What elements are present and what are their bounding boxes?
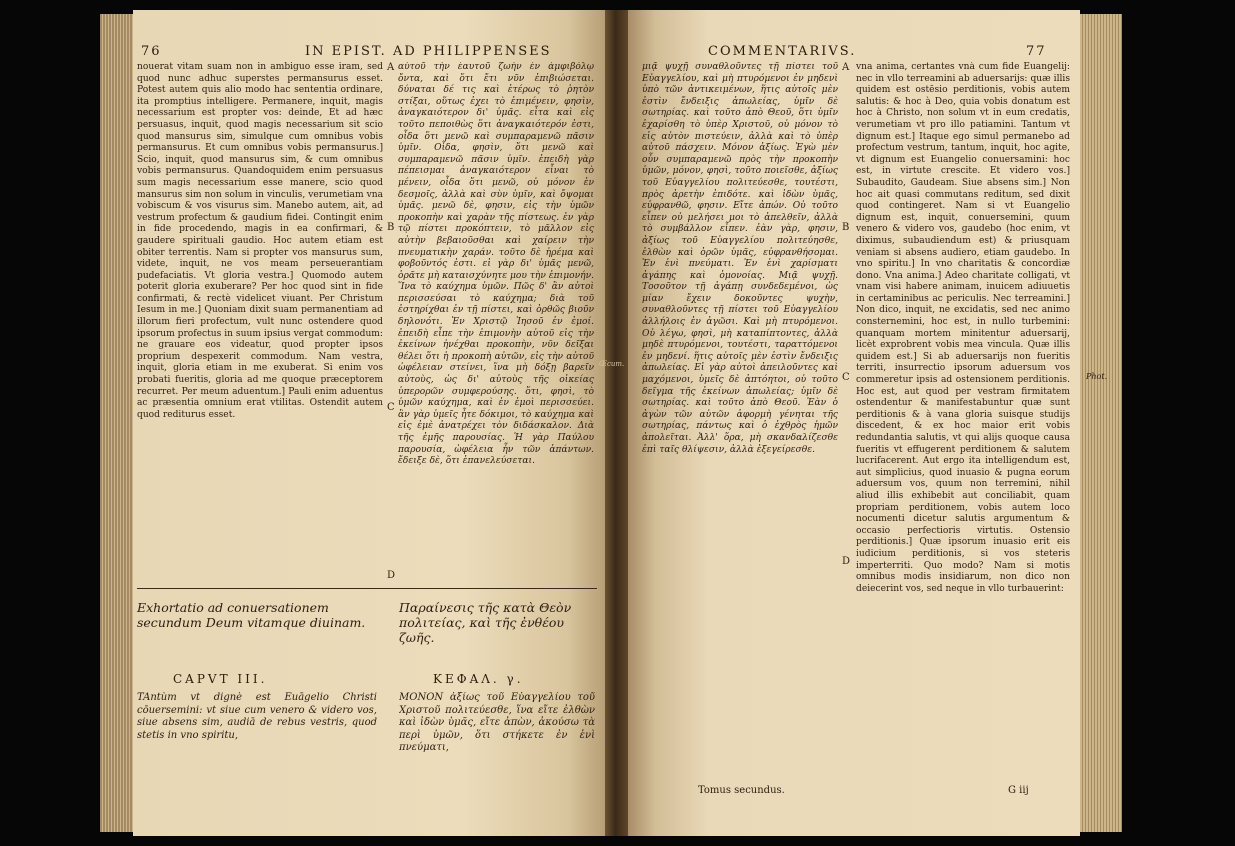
section-title-greek: Παραίνεσις τῆς κατὰ Θεὸν πολιτείας, καὶ τῆς ἐνθέου ζωῆς. xyxy=(399,600,572,645)
left-running-head: IN EPIST. AD PHILIPPENSES xyxy=(305,44,552,59)
catchword: Tomus secundus. xyxy=(698,785,785,796)
caput-greek: ΚΕΦΑΛ. γ. xyxy=(433,672,524,686)
right-page-number: 77 xyxy=(1026,44,1047,59)
right-page-edges xyxy=(1080,14,1122,832)
margin-note-phot: Phot. xyxy=(1086,372,1108,381)
caput-latin: CAPVT III. xyxy=(173,672,268,686)
margin-mark-d: D xyxy=(387,570,396,581)
right-greek-column: μιᾷ ψυχῇ συναθλοῦντες τῇ πίστει τοῦ Εὐαγγελίου, καὶ μὴ πτυρόμενοι ἐν μηδενὶ ὑπὸ τῶν ἀντικειμένων, ἥτις αὐτοῖς μὲν ἐστὶν ἔνδειξις ἀπωλείας, ὑμῖν δὲ σωτηρίας. καὶ τοῦτο ἀπὸ Θεοῦ, ὅτι ὑμῖν ἐχαρίσθη τὸ ὑπὲρ Χριστοῦ, οὐ μόνον τὸ εἰς αὐτὸν πιστεύειν, ἀλλὰ καὶ τὸ ὑπὲρ αὐτοῦ πάσχειν. Μόνον ἀξίως. Ἐγὼ μὲν οὖν συμπαραμενῶ πρὸς τὴν προκοπὴν ὑμῶν, μόνον, φησὶ, τοῦτο ποιεῖσθε, ἀξίως τοῦ Εὐαγγελίου πολιτεύεσθε, τουτέστι, πρὸς ἀρετὴν ἐπιδότε. καὶ ἰδὼν ὑμᾶς, εὐφρανθῶ, φησιν. Εἴτε ἀπών. Οὐ τοῦτο εἶπεν οὐ μελήσει μοι τὸ ἀπελθεῖν, ἀλλὰ τὸ συμβάλλον εἶπεν. ἐὰν γὰρ, φησιν, ἀξίως τοῦ Εὐαγγελίου πολιτεύησθε, ἐλθὼν καὶ ὁρῶν ὑμᾶς, εὐφρανθήσομαι. Ἐν ἑνὶ πνεύματι. Ἐν ἑνὶ χαρίσματι ἀγάπης καὶ ὁμονοίας. Μιᾷ ψυχῇ. Τοσοῦτον τῇ ἀγάπῃ συνδεδεμένοι, ὡς μίαν ἔχειν δοκοῦντες ψυχὴν, συναθλοῦντες τῇ πίστει τοῦ Εὐαγγελίου ἀλλήλοις ἐν ἀγῶσι. Καὶ μὴ πτυρόμενοι. Οὐ λέγω, φησὶ, μὴ καταπίπτοντες, ἀλλὰ μηδὲ πτυρόμενοι, τουτέστι, ταραττόμενοι ἐν μηδενί. ἥτις αὐτοῖς μὲν ἐστὶν ἔνδειξις ἀπωλείας. Εἰ γὰρ αὐτοὶ ἀπειλοῦντες καὶ μαχόμενοι, ὑμεῖς δὲ ἀπτόητοι, οὐ τοῦτο δεῖγμα τῆς ἐκείνων ἀπωλείας; ὑμῖν δὲ σωτηρίας. καὶ τοῦτο ἀπὸ Θεοῦ. Ἐὰν ὁ ἀγὼν τῶν αὐτῶν ἀφορμὴ γένηται τῆς σωτηρίας, πάντως καὶ ὁ ἐχθρὸς ἡμῶν ἀπολεῖται. Ἀλλ' ὅρα, μὴ σκανδαλίζεσθε ἐπὶ ταῖς θλίψεσιν, ἀλλὰ ἐξεγείρεσθε. xyxy=(642,62,838,455)
right-margin-mark-b: B xyxy=(842,222,850,233)
right-running-head: COMMENTARIVS. xyxy=(708,44,857,59)
right-margin-mark-d: D xyxy=(842,556,851,567)
section-rule xyxy=(137,588,597,589)
left-page xyxy=(133,10,605,836)
margin-mark-b: B xyxy=(387,222,395,233)
caput-greek-text: ΜΟΝΟΝ ἀξίως τοῦ Εὐαγγελίου τοῦ Χριστοῦ πολιτεύεσθε, ἵνα εἴτε ἐλθὼν καὶ ἰδὼν ὑμᾶς, εἴτε ἀπὼν, ἀκούσω τὰ περὶ ὑμῶν, ὅτι στήκετε ἐν ἑνὶ πνεύματι, xyxy=(399,692,595,753)
margin-mark-c: C xyxy=(387,402,395,413)
right-latin-column: vna anima, certantes vnà cum fide Euangelij: nec in vllo terreamini ab aduersarijs: quæ illis quidem est ostēsio perditionis, vobis autem salutis: & hoc à Deo, quia vobis donatum est hoc à Christo, non solum vt in eum credatis, verumetiam vt pro illo patiamini. Tantum vt dignum est.] Itaque ego simul permanebo ad profectum vestrum, tantum, inquit, hoc agite, vt dignum est Euangelio conuersamini: hoc est, in virtute crescite. Et videro vos.] Subaudito, Gaudeam. Siue absens sim.] Non hoc ait quasi commutans reditum, sed dixit quod contingeret. Nam si vt Euangelio dignum est, inquit, conuersemini, quum venero & videro vos, gaudebo (hoc enim, vt diximus, subaudiendum est) & priusquam veniam si absens audiero, etiam gaudebo. In vno spiritu.] In vno charitatis & concordiæ dono. Vna anima.] Adeo charitate colligati, vt vnam visi habere animam, inuicem adiuuetis in certaminibus ac periculis. Nec terreamini.] Non dico, inquit, ne excidatis, sed nec animo consternemini, hoc est, in nullo turbemini: quanquam mortem minitentur aduersarij, licèt exprobrent vobis mea vincula. Quæ illis quidem est.] Si ab aduersarijs non fueritis territi, insurrectio ipsorum aduersum vos commeretur ipsis ad ostensionem perditionis. Hoc est, aut quod per vestram firmitatem ostendentur & manifestabuntur quæ sunt perditionis & à vana gloria suisque studijs discedent, & ex hoc maior erit vobis redundantia salutis, vt qui alijs quoque causa fueritis vt effugerent perditionem & salutem lucrifacerent. Aut ergo ita intelligendum est, aut simplicius, quod inuasio & pugna eorum aduersum vos, quum non terremini, nihil aliud illis exhibebit aut conciliabit, quam propriam perditionem, vobis autem loco nocumenti dicetur salutis argumentum & occasio perfectioris virtutis. Ostensio perditionis.] Quæ ipsorum inuasio erit eis iudicium perditionis, si vos steteris imperterriti. Quo modo? Nam si motis omnibus modis insidiarum, non dico non deiecerint vos, sed neque in vllo turbauerint: xyxy=(856,62,1070,594)
right-margin-mark-c: C xyxy=(842,372,850,383)
left-page-number: 76 xyxy=(141,44,162,59)
gutter-note: Œcum. xyxy=(599,360,625,368)
margin-mark-a: A xyxy=(387,62,395,73)
left-greek-column: αὐτοῦ τὴν ἑαυτοῦ ζωὴν ἐν ἀμφιβόλῳ ὄντα, καὶ ὅτι ἔτι νῦν ἐπιβιώσεται. δύναται δέ τις καὶ ἑτέρως τὸ ῥητὸν στίξαι, οὕτως ἐχει τὸ ἐπιμένειν, φησὶν, ἀναγκαιότερον δι' ὑμᾶς. εἶτα καὶ εἰς τοῦτο πεποιθὼς ὅτι ἀναγκαιότερόν ἐστι, οἶδα ὅτι μενῶ καὶ συμπαραμενῶ πᾶσιν ὑμῖν. Οἶδα, φησὶν, ὅτι μενῶ καὶ συμπαραμενῶ πᾶσιν ὑμῖν. ἐπειδὴ γὰρ πέπεισμαι ἀναγκαιότερον εἶναι τὸ μένειν, οἶδα ὅτι μενῶ, οὐ μόνον ἐν δεσμοῖς, ἀλλὰ καὶ σὺν ὑμῖν, καὶ ὄψομαι ὑμᾶς. μενῶ δὲ, φησιν, εἰς τὴν ὑμῶν προκοπὴν καὶ χαρὰν τῆς πίστεως. ἐν γὰρ τῷ πίστει προκόπτειν, τὸ μᾶλλον εἰς αὐτὴν βεβαιοῦσθαι καὶ χαίρειν τὴν πνευματικὴν χαράν. τοῦτο δὲ ἠρέμα καὶ φοβοῦντός ἐστι. εἰ γὰρ δι' ὑμᾶς μενῶ, ὁρᾶτε μὴ καταισχύνητε μου τὴν ἐπιμονήν. Ἵνα τὸ καύχημα ὑμῶν. Πῶς δ' ἂν αὐτοὶ περισσεύσαι τὸ καύχημα; διὰ τοῦ ἐστηρίχθαι ἐν τῇ πίστει, καὶ ὀρθῶς βιοῦν δηλονότι. Ἐν Χριστῷ Ἰησοῦ ἐν ἐμοί. ἐπειδὴ εἶπε τὴν ἐπιμονὴν αὐτοῦ εἰς τὴν ἐκείνων ἠνέχθαι προκοπὴν, νῦν δεῖξαι θέλει ὅτι ἡ προκοπὴ αὐτῶν, εἰς τὴν αὐτοῦ ὠφέλειαν στείνει, ἵνα μὴ δόξῃ βαρεῖν αὐτοὺς, ὡς δι' αὐτοὺς τῆς οἰκείας ὑπερορῶν συμφερούσης. ὅτι, φησὶ, τὸ ὑμῶν καύχημα, καὶ ἐν ἐμοὶ περισσεύει. ἂν γὰρ ὑμεῖς ἦτε δόκιμοι, τὸ καύχημα καὶ εἰς ἐμὲ ἀνατρέχει τὸν διδάσκαλον. Διὰ τῆς ἐμῆς παρουσίας. Ἡ γὰρ Παύλου παρουσία, ὠφέλεια ἦν τῶν ἁπάντων. ἔδειξε δὲ, ὅτι ἐπανελεύσεται. xyxy=(398,62,594,467)
left-latin-column: nouerat vitam suam non in ambiguo esse iram, sed quod nunc adhuc superstes permansurus esset. Potest autem quis alio modo hac sententia ordinare, ita promptius intelligere. Permanere, inquit, magis necessarium est propter vos: deinde, Et ad hæc persuasus, inquit, quod magis necessarium sit scio quod mansurus sim, simulque cum omnibus vobis permansurus. Et cum omnibus vobis permansurus.] Scio, inquit, quod mansurus sim, & cum omnibus vobis permansurus. Quandoquidem enim persuasus sum magis necessarium esse manere, scio quod mansurus sim non solum in vinculis, verumetiam vna vobiscum & vos visurus sim. Manebo autem, ait, ad vestrum profectum & gaudium fidei. Contingit enim in fide procedendo, magis in ea confirmari, & gaudere spirituali gaudio. Hoc autem etiam est obiter terrentis. Nam si propter vos mansurus sum, videte, inquit, ne vos meam perseuerantiam pudefaciatis. Vt gloria vestra.] Quomodo autem poterit gloria exuberare? Per hoc quod sint in fide confirmati, & rectè videlicet viuant. Per Christum Iesum in me.] Quoniam dixit suam permanentiam ad illorum fieri profectum, vult nunc ostendere quod ipsorum profectus in suum ipsius vergat commodum: ne grauare eos videatur, quod propter ipsos proprium despexerit commodum. Nam vestra, inquit, gloria etiam in me exuberat. Si enim vos probati fueritis, gloria ad me quoque præceptorem recurret. Per meum aduentum.] Pauli enim aduentus ac præsentia omnium erat vtilitas. Ostendit autem quod rediturus esset. xyxy=(137,62,383,420)
section-title-latin: Exhortatio ad conuersationem secundum Deum vitamque diuinam. xyxy=(137,600,366,630)
left-page-edges xyxy=(100,14,133,832)
right-margin-mark-a: A xyxy=(842,62,850,73)
book-gutter xyxy=(599,10,628,836)
right-page xyxy=(628,10,1080,836)
caput-latin-text: TAntùm vt dignè est Euāgelio Christi cōuersemini: vt siue cum venero & videro vos, siue absens sim, audiā de rebus vestris, quod stetis in vno spiritu, xyxy=(137,692,377,741)
signature-mark: G iij xyxy=(1008,785,1029,796)
